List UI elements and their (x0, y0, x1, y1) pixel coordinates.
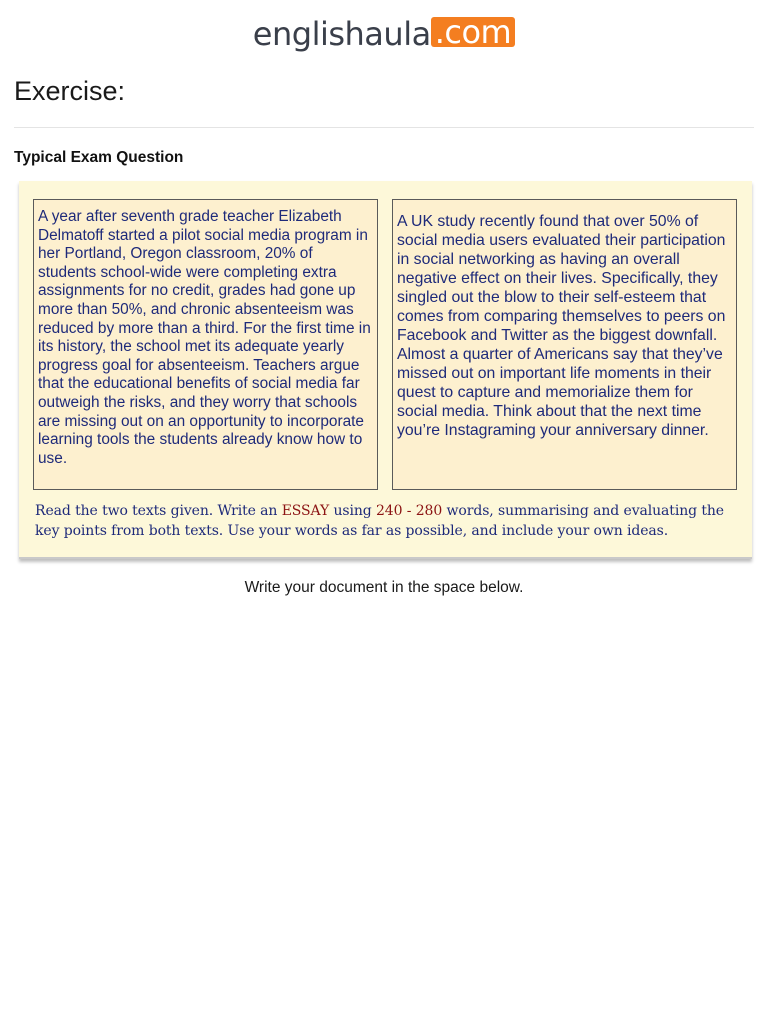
instructions-part-1: Read the two texts given. Write an (35, 503, 282, 519)
exam-instructions (35, 501, 740, 541)
logo-wordmark: englishaula (252, 15, 431, 53)
writing-area[interactable] (14, 610, 754, 1010)
source-text-1: A year after seventh grade teacher Elizabeth Delmatoff started a pilot social media program in her Portland, Oregon classroom, 20% of students school-wide were completing extra assignments for no credit, grades had gone up more than 50%, and chronic absenteeism was reduced by more than a third. For the first time in its history, the school met its adequate yearly progress goal for absenteeism. Teachers argue that the educational benefits of social media far outweigh the risks, and they worry that schools are missing out on an opportunity to incorporate learning tools the students already know how to use. (33, 199, 378, 490)
exercise-title: Exercise: (14, 76, 126, 106)
site-logo[interactable] (0, 14, 768, 54)
source-text-2: A UK study recently found that over 50% of social media users evaluated their participation in social networking as having an overall negative effect on their lives. Specifically, they singled out the blow to their self-esteem that comes from comparing themselves to peers on Facebook and Twitter as the biggest downfall. Almost a quarter of Americans say that they’ve missed out on important life moments in their quest to capture and memorialize them for social media. Think about that the next time you’re Instagraming your anniversary dinner. (392, 199, 737, 490)
logo-tld-badge: .com (431, 17, 516, 47)
instructions-essay: ESSAY (281, 503, 330, 519)
instructions-word-range: 240 - 280 (376, 503, 443, 519)
instructions-part-3: words, summarising and evaluating the key points from both texts. Use your words as far as possible, and include your own ideas. (35, 503, 724, 539)
instructions-part-2: using (329, 503, 376, 519)
section-heading: Typical Exam Question (14, 149, 184, 166)
divider (14, 127, 754, 128)
writing-prompt: Write your document in the space below. (244, 579, 524, 596)
exam-question-card (19, 181, 752, 559)
